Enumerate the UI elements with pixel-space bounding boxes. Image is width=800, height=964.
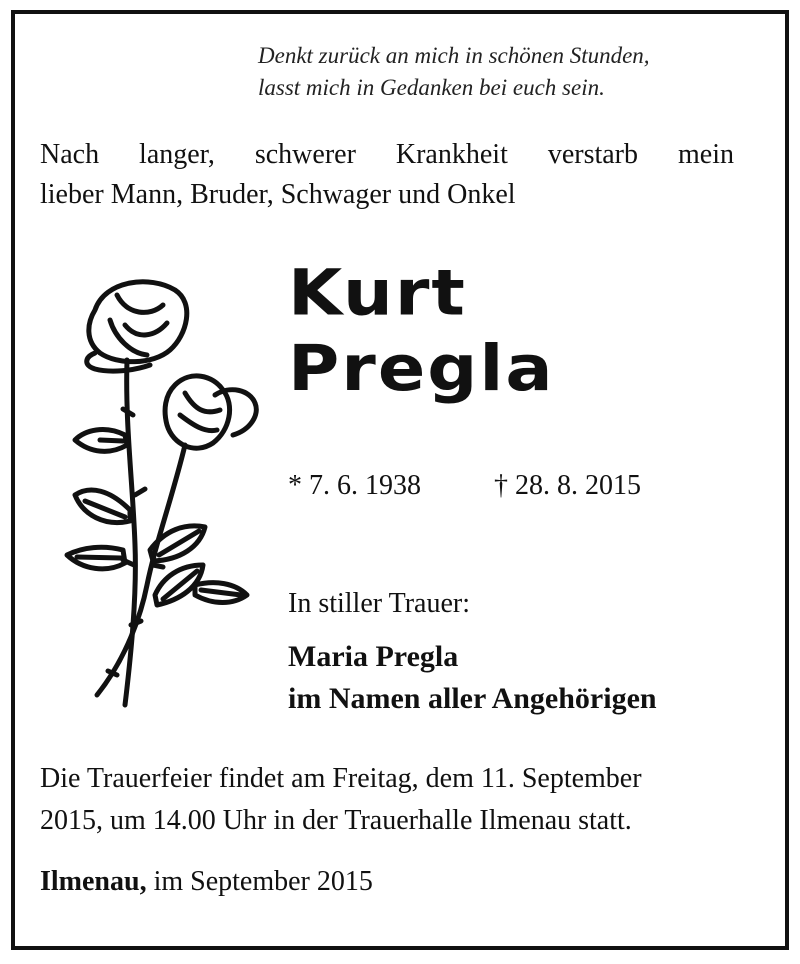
intro-word: langer, <box>139 139 215 170</box>
place-and-date <box>40 866 373 898</box>
motto-line-1: Denkt zurück an mich in schönen Stunden, <box>258 43 650 68</box>
mourners <box>288 636 657 720</box>
intro-word: Krankheit <box>395 139 508 170</box>
intro-word: schwerer <box>254 139 356 170</box>
deceased-last-name: Pregla <box>288 331 555 406</box>
deceased-name <box>288 255 555 406</box>
intro-line-1 <box>40 135 734 175</box>
deceased-first-name: Kurt <box>288 255 467 330</box>
motto <box>258 40 650 104</box>
death-date: † 28. 8. 2015 <box>494 470 641 501</box>
motto-line-2: lasst mich in Gedanken bei euch sein. <box>258 75 605 100</box>
intro-word: verstarb <box>547 139 639 170</box>
closing-date: im September 2015 <box>153 866 373 897</box>
rose-icon <box>55 265 265 725</box>
funeral-line-2: 2015, um 14.00 Uhr in der Trauerhalle Ilmenau statt. <box>40 805 632 836</box>
intro-line-2: lieber Mann, Bruder, Schwager und Onkel <box>40 179 516 210</box>
birth-date: * 7. 6. 1938 <box>288 470 421 501</box>
mourning-label: In stiller Trauer: <box>288 588 470 619</box>
funeral-info <box>40 758 734 842</box>
intro-text <box>40 135 734 215</box>
funeral-line-1: Die Trauerfeier findet am Freitag, dem 11. September <box>40 763 642 794</box>
place-name: Ilmenau, <box>40 866 147 897</box>
mourner-family: im Namen aller Angehörigen <box>288 682 657 715</box>
mourner-name: Maria Pregla <box>288 640 459 673</box>
life-dates <box>288 470 641 502</box>
intro-word: Nach <box>40 139 100 170</box>
intro-word: mein <box>677 139 734 170</box>
